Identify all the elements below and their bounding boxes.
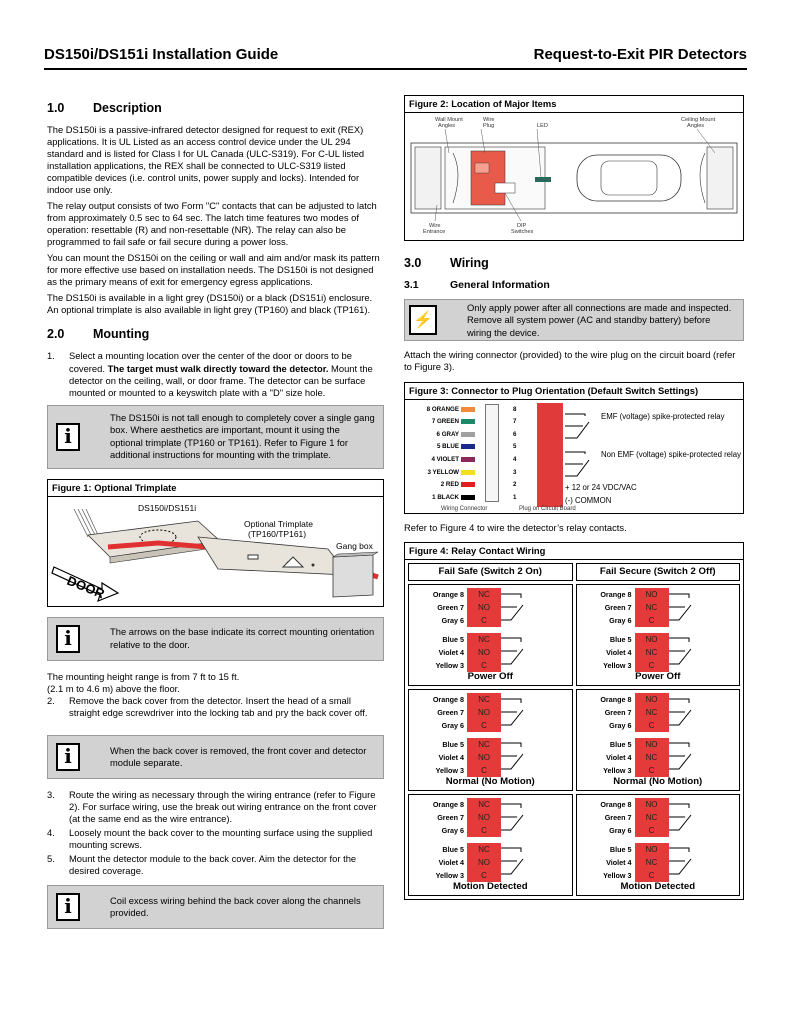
contact-label: NC: [635, 856, 669, 869]
contact-label: NC: [635, 646, 669, 659]
wire-label: Orange 8: [432, 799, 464, 809]
relay-row: [411, 811, 570, 824]
wire-swatch: [461, 407, 475, 412]
contact-label: C: [635, 869, 669, 882]
svg-text:Switches: Switches: [511, 229, 534, 236]
contact-label: C: [635, 764, 669, 777]
contact-label: NO: [635, 693, 669, 706]
emf-relay-label: EMF (voltage) spike-protected relay: [601, 411, 725, 421]
panel-caption: Motion Detected: [620, 880, 696, 892]
info-icon: i: [56, 743, 80, 771]
wire-label: Green 7: [604, 812, 632, 822]
contact-label: NO: [635, 738, 669, 751]
contact-label: NC: [467, 843, 501, 856]
figure-title: Figure 1: Optional Trimplate: [48, 480, 383, 497]
info-icon: i: [56, 423, 80, 451]
contact-label: C: [467, 719, 501, 732]
relay-row: [579, 706, 738, 719]
pin-number: 5: [513, 443, 517, 451]
figure-3: [404, 382, 744, 514]
wire-label: Violet 4: [438, 647, 464, 657]
wire-label: 3 YELLOW: [427, 468, 459, 476]
contact-label: C: [635, 824, 669, 837]
svg-text:Wall Mount: Wall Mount: [435, 117, 463, 124]
contact-label: C: [467, 869, 501, 882]
relay-panel: [408, 794, 573, 896]
contact-label: NC: [467, 738, 501, 751]
contact-label: NO: [635, 798, 669, 811]
relay-row: [579, 751, 738, 764]
list-item: 5. Mount the detector module to the back cover. Aim the detector for the desired coverage.: [47, 852, 357, 876]
relay-row: [411, 706, 570, 719]
section-heading: 3.0 Wiring: [404, 256, 489, 270]
trimplate-model-label: (TP160/TP161): [248, 528, 307, 539]
relay-row: [411, 856, 570, 869]
relay-grid: [405, 560, 743, 899]
list-item: 2. Remove the back cover from the detector. Insert the head of a small straight edge screwdriver into the locking tab and pry the back cover off.: [47, 694, 368, 718]
wire-label: Gray 6: [441, 720, 464, 730]
relay-row: [411, 751, 570, 764]
paragraph: The DS150i is a passive-infrared detector designed for request to exit (REX) applications. It is UL Listed as an access control device under the UL 294 standard and is listed for Class I for UL Canada (ULC-S319). For C-UL listed installation applications, the REX shall be connected to ULC-S319 listed compatible devices (i.e. control units, power supply and locks). Intended for indoor use only.: [47, 124, 365, 196]
info-note: i The arrows on the base indicate its correct mounting orientation relative to the door.: [47, 617, 384, 661]
wire-label: Orange 8: [600, 589, 632, 599]
wire-label: 2 RED: [440, 481, 459, 489]
relay-row: [579, 856, 738, 869]
section-heading: 2.0 Mounting: [47, 327, 150, 342]
fail-secure-header: Fail Secure (Switch 2 Off): [576, 563, 741, 581]
wire-swatch: [461, 482, 475, 487]
wire-label: Violet 4: [606, 857, 632, 867]
paragraph: Attach the wiring connector (provided) to the wire plug on the circuit board (refer to Figure 3).: [404, 349, 736, 373]
plug-caption: Plug on Circuit Board: [519, 505, 576, 512]
list-item: 1. Select a mounting location over the center of the door or doors to be covered. The target must walk directly toward the detector. Mount the detector on the ceiling, wall, or door frame. The detector can be surface mounted or mounted to a keyswitch plate with a "D" size hole.: [47, 350, 373, 398]
contact-label: NO: [467, 706, 501, 719]
wire-label: Orange 8: [600, 694, 632, 704]
contact-label: C: [635, 614, 669, 627]
svg-text:Wire: Wire: [483, 117, 495, 124]
relay-row: [579, 601, 738, 614]
steps-list: [47, 789, 384, 877]
contact-label: NC: [467, 798, 501, 811]
relay-row: [579, 811, 738, 824]
contact-label: NC: [635, 706, 669, 719]
pin-number: 2: [513, 481, 517, 489]
svg-text:Angles: Angles: [438, 123, 456, 130]
non-emf-relay-label: Non EMF (voltage) spike-protected relay: [601, 449, 741, 459]
wiring-connector-caption: Wiring Connector: [441, 505, 488, 512]
wire-label: Orange 8: [432, 589, 464, 599]
electric-hazard-icon: ⚡: [409, 305, 437, 335]
wire-swatch: [461, 457, 475, 462]
pin-number: 4: [513, 455, 517, 463]
wire-label: 7 GREEN: [431, 418, 459, 426]
wire-label: Orange 8: [600, 799, 632, 809]
list-item: 3. Route the wiring as necessary through the wiring entrance (refer to Figure 2). For surface wiring, use the break out wiring entrance on the front cover (at the same end as the wire entrance).: [47, 788, 377, 824]
relay-row: [411, 693, 570, 706]
wire-label: Blue 5: [442, 739, 464, 749]
steps-list: [47, 350, 384, 398]
wire-label: Blue 5: [609, 634, 632, 644]
contact-label: C: [467, 824, 501, 837]
relay-row: [411, 601, 570, 614]
page-header: [44, 46, 747, 70]
contact-label: NO: [635, 633, 669, 646]
steps-list: [47, 695, 384, 719]
wire-label: Violet 4: [438, 752, 464, 762]
relay-panel: [408, 689, 573, 791]
pin-number: 7: [513, 418, 517, 426]
wire-label: 1 BLACK: [432, 493, 459, 501]
trimplate-illustration: [48, 497, 383, 609]
gang-box-label: Gang box: [336, 540, 373, 551]
model-label: DS150i/DS151i: [138, 502, 197, 513]
contact-label: NO: [467, 646, 501, 659]
svg-text:DIP: DIP: [517, 223, 527, 230]
wire-label: Gray 6: [609, 615, 632, 625]
wire-swatch: [461, 444, 475, 449]
wire-label: Violet 4: [606, 647, 632, 657]
info-icon: i: [56, 625, 80, 653]
contact-label: C: [635, 719, 669, 732]
svg-text:LED: LED: [537, 123, 548, 130]
figure-2: [404, 95, 744, 241]
figure-title: Figure 2: Location of Major Items: [405, 96, 743, 113]
wire-label: Gray 6: [441, 615, 464, 625]
info-note: i The DS150i is not tall enough to completely cover a single gang box. Where aesthetics are important, mount it using the optional trimplate (TP160 or TP161). Refer to Figure 1 for additional instructions for mounting with the trimplate.: [47, 405, 384, 469]
relay-row: [579, 798, 738, 811]
svg-text:Ceiling Mount: Ceiling Mount: [681, 117, 716, 124]
common-label: (-) COMMON: [565, 495, 612, 505]
contact-label: NO: [635, 588, 669, 601]
figure-title: Figure 4: Relay Contact Wiring: [405, 543, 743, 560]
paragraph: The relay output consists of two Form "C" contacts that can be adjusted to latch from approximately 0.5 sec to 64 sec. The latch time features two modes of operation: resettable (R) and non-resettable (NR). The relay can also be programmed to fail safe or fail secure during a power loss.: [47, 200, 377, 248]
panel-caption: Normal (No Motion): [613, 775, 703, 787]
svg-text:Entrance: Entrance: [423, 229, 446, 236]
relay-row: [411, 738, 570, 751]
wire-swatch: [461, 470, 475, 475]
relay-row: [411, 614, 570, 627]
wire-label: Green 7: [604, 707, 632, 717]
wire-label: Orange 8: [432, 694, 464, 704]
pin-number: 3: [513, 468, 517, 476]
relay-row: [579, 719, 738, 732]
figure-4: [404, 542, 744, 900]
paragraph: Refer to Figure 4 to wire the detector’s relay contacts.: [404, 521, 627, 533]
relay-row: [579, 646, 738, 659]
contact-label: NO: [467, 601, 501, 614]
fail-safe-header: Fail Safe (Switch 2 On): [408, 563, 573, 581]
right-column: [404, 95, 744, 908]
detector-layout-illustration: [405, 113, 743, 243]
paragraph: The DS150i is available in a light grey (DS150i) or a black (DS151i) enclosure. An optional trimplate is also available in light grey (TP160) and black (TP161).: [47, 292, 373, 316]
contact-label: NO: [467, 811, 501, 824]
wire-label: Blue 5: [442, 634, 464, 644]
figure-1: [47, 479, 384, 607]
wire-label: Gray 6: [441, 825, 464, 835]
contact-label: NC: [467, 588, 501, 601]
relay-row: [411, 719, 570, 732]
wire-label: 6 GRAY: [436, 430, 459, 438]
contact-label: NO: [467, 751, 501, 764]
doc-title: DS150i/DS151i Installation Guide: [44, 45, 279, 63]
svg-text:Plug: Plug: [483, 123, 495, 130]
relay-row: [579, 588, 738, 601]
relay-row: [579, 693, 738, 706]
wire-label: Yellow 3: [603, 870, 632, 880]
wire-label: Yellow 3: [435, 870, 464, 880]
relay-row: [411, 646, 570, 659]
svg-text:Wire: Wire: [429, 223, 441, 230]
panel-caption: Power Off: [635, 670, 681, 682]
wire-label: Blue 5: [609, 739, 632, 749]
info-icon: i: [56, 893, 80, 921]
connector-diagram: [405, 400, 743, 514]
contact-label: C: [467, 764, 501, 777]
list-item: 4. Loosely mount the back cover to the mounting surface using the supplied mounting screws.: [47, 826, 373, 850]
contact-label: NC: [635, 601, 669, 614]
paragraph: The mounting height range is from 7 ft to 15 ft. (2.1 m to 4.6 m) above the floor.: [47, 670, 240, 694]
pin-number: 8: [513, 405, 517, 413]
pin-number: 6: [513, 430, 517, 438]
warning-note: ⚡ Only apply power after all connections are made and inspected. Remove all system power (AC and standby battery) before wiring the device.: [404, 299, 744, 341]
pin-number: 1: [513, 493, 517, 501]
relay-row: [411, 843, 570, 856]
door-label: DOOR: [64, 572, 107, 602]
wire-swatch: [461, 495, 475, 500]
contact-label: NO: [467, 856, 501, 869]
relay-row: [411, 824, 570, 837]
contact-label: NC: [635, 751, 669, 764]
relay-row: [579, 824, 738, 837]
wire-label: Gray 6: [609, 825, 632, 835]
wire-label: Yellow 3: [603, 660, 632, 670]
panel-caption: Motion Detected: [452, 880, 528, 892]
contact-label: NO: [635, 843, 669, 856]
relay-row: [579, 843, 738, 856]
info-note: i When the back cover is removed, the front cover and detector module separate.: [47, 735, 384, 779]
relay-panel: [576, 794, 741, 896]
contact-label: NC: [467, 633, 501, 646]
paragraph: You can mount the DS150i on the ceiling or wall and aim and/or mask its pattern for more effective use based on installation needs. The DS150i is not designed as the primary means of exit for emergency egress applications.: [47, 252, 380, 288]
doc-subtitle: Request-to-Exit PIR Detectors: [533, 45, 747, 63]
contact-label: NC: [467, 693, 501, 706]
wire-label: 5 BLUE: [436, 443, 459, 451]
relay-panel: [408, 584, 573, 686]
wire-label: Yellow 3: [435, 765, 464, 775]
section-heading: 1.0 Description: [47, 101, 162, 115]
info-note: i Coil excess wiring behind the back cover along the channels provided.: [47, 885, 384, 929]
figure-title: Figure 3: Connector to Plug Orientation (Default Switch Settings): [405, 383, 743, 400]
panel-caption: Power Off: [467, 670, 513, 682]
wire-label: Yellow 3: [603, 765, 632, 775]
contact-label: C: [467, 659, 501, 672]
power-label: + 12 or 24 VDC/VAC: [565, 482, 637, 492]
wire-label: Violet 4: [438, 857, 464, 867]
left-column: [47, 96, 384, 939]
contact-label: C: [467, 614, 501, 627]
relay-panel: [576, 584, 741, 686]
contact-label: C: [635, 659, 669, 672]
wire-label: 4 VIOLET: [431, 455, 459, 463]
relay-row: [579, 738, 738, 751]
subsection-heading: 3.1 General Information: [404, 279, 550, 291]
relay-panel: [576, 689, 741, 791]
panel-caption: Normal (No Motion): [445, 775, 535, 787]
relay-row: [579, 633, 738, 646]
relay-row: [411, 588, 570, 601]
wire-label: Gray 6: [609, 720, 632, 730]
wire-label: Green 7: [437, 602, 464, 612]
wire-label: Green 7: [437, 812, 464, 822]
wire-swatch: [461, 432, 475, 437]
wire-label: Green 7: [437, 707, 464, 717]
wire-label: Blue 5: [442, 844, 464, 854]
wire-label: Green 7: [604, 602, 632, 612]
relay-row: [579, 614, 738, 627]
wire-label: Blue 5: [609, 844, 632, 854]
relay-row: [411, 798, 570, 811]
trimplate-label: Optional Trimplate: [244, 518, 313, 529]
contact-label: NC: [635, 811, 669, 824]
wire-label: Yellow 3: [435, 660, 464, 670]
relay-row: [411, 633, 570, 646]
wire-label: 8 ORANGE: [426, 405, 459, 413]
wire-swatch: [461, 419, 475, 424]
wire-label: Violet 4: [606, 752, 632, 762]
svg-text:Angles: Angles: [687, 123, 705, 130]
